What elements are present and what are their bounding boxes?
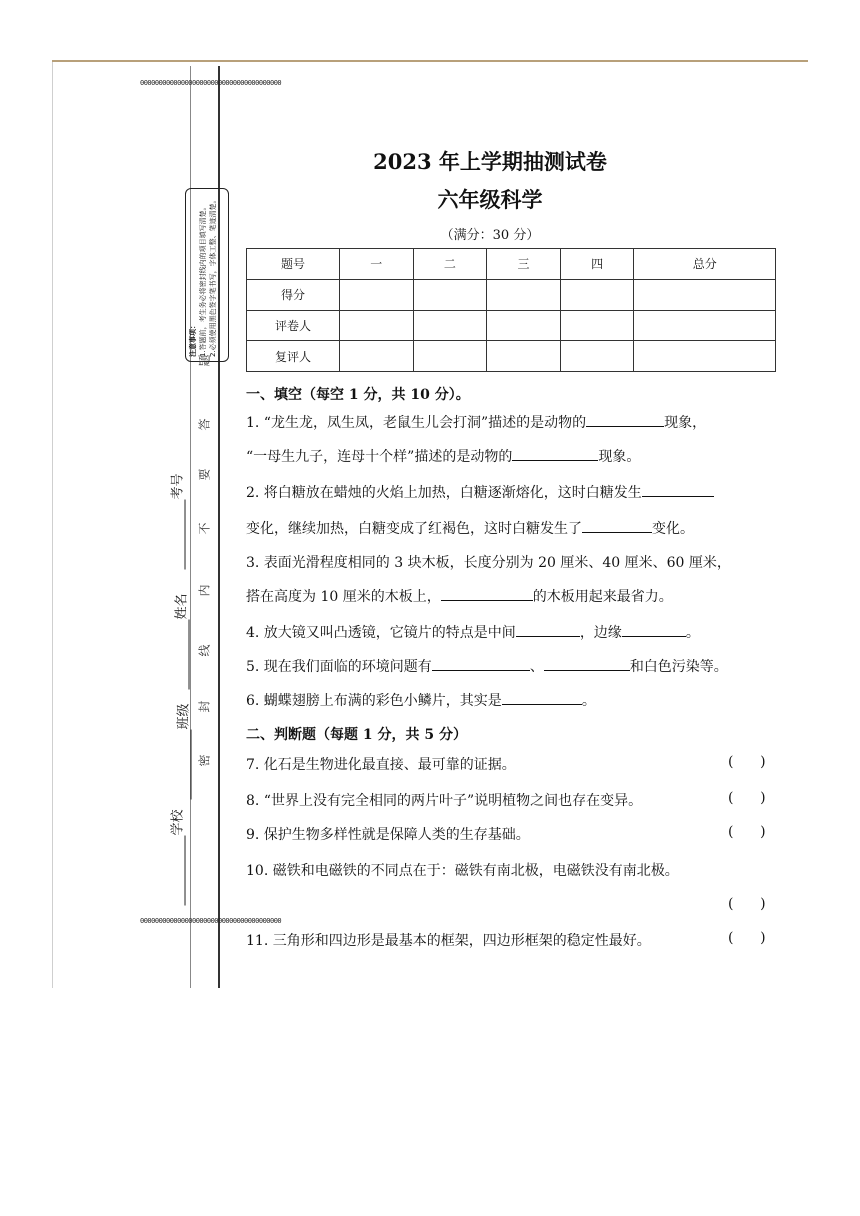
score-cell[interactable] bbox=[634, 310, 776, 341]
score-cell[interactable] bbox=[560, 310, 634, 341]
seal-char: 内 bbox=[197, 584, 212, 597]
score-header-cell: 四 bbox=[560, 249, 634, 280]
score-cell[interactable] bbox=[634, 279, 776, 310]
score-cell[interactable] bbox=[413, 341, 487, 372]
question-1b: “一母生九子，连母十个样”描述的是动物的 现象。 bbox=[246, 446, 640, 466]
score-cell[interactable] bbox=[340, 279, 414, 310]
notice-line-2: 2.必须使用黑色签字笔书写，字体工整、笔迹清楚。 bbox=[209, 196, 217, 357]
class-field[interactable]: 班级 bbox=[173, 703, 192, 799]
answer-parentheses[interactable]: ( ) bbox=[728, 896, 766, 912]
score-row-label: 复评人 bbox=[247, 341, 340, 372]
score-row bbox=[247, 279, 776, 310]
score-header-cell: 题号 bbox=[247, 249, 340, 280]
question-3b: 搭在高度为 10 厘米的木板上， 的木板用起来最省力。 bbox=[246, 586, 673, 606]
seal-char: 不 bbox=[197, 522, 212, 535]
answer-parentheses[interactable]: ( ) bbox=[728, 754, 766, 770]
score-table bbox=[246, 248, 776, 372]
binding-circles-bottom: 00000000000000000000000000000000000000 bbox=[140, 917, 282, 925]
question-10: 10. 磁铁和电磁铁的不同点在于：磁铁有南北极，电磁铁没有南北极。 bbox=[246, 863, 679, 879]
exam-subtitle: 六年级科学 bbox=[437, 187, 543, 212]
question-11: 11. 三角形和四边形是最基本的框架，四边形框架的稳定性最好。 bbox=[246, 933, 651, 949]
notice-line-1: 1.答题前，考生务必将密封线内的项目填写清楚。 bbox=[199, 203, 207, 357]
score-cell[interactable] bbox=[340, 341, 414, 372]
seal-char: 答 bbox=[197, 418, 212, 431]
score-cell[interactable] bbox=[487, 341, 561, 372]
score-row bbox=[247, 310, 776, 341]
question-3a: 3. 表面光滑程度相同的 3 块木板，长度分别为 20 厘米、40 厘米、60 厘米， bbox=[246, 555, 731, 571]
exam-number-field[interactable]: 考号 bbox=[167, 473, 186, 569]
notice-box bbox=[185, 188, 229, 362]
score-cell[interactable] bbox=[560, 341, 634, 372]
answer-blank[interactable] bbox=[642, 482, 714, 497]
question-5: 5. 现在我们面临的环境问题有 、 和白色污染等。 bbox=[246, 656, 728, 676]
answer-blank[interactable] bbox=[544, 656, 630, 671]
full-mark: （满分：30 分） bbox=[440, 228, 540, 243]
school-field[interactable]: 学校 bbox=[167, 809, 186, 905]
seal-char: 封 bbox=[197, 700, 212, 713]
question-4: 4. 放大镜又叫凸透镜，它镜片的特点是中间 ，边缘 。 bbox=[246, 622, 700, 642]
score-header-cell: 三 bbox=[487, 249, 561, 280]
exam-title: 2023 年上学期抽测试卷 bbox=[373, 149, 607, 174]
answer-blank[interactable] bbox=[441, 586, 533, 601]
seal-char: 题 bbox=[197, 354, 212, 367]
question-7: 7. 化石是生物进化最直接、最可靠的证据。 bbox=[246, 757, 516, 773]
question-2b: 变化，继续加热，白糖变成了红褐色，这时白糖发生了 变化。 bbox=[246, 518, 694, 538]
score-cell[interactable] bbox=[487, 279, 561, 310]
question-8: 8. “世界上没有完全相同的两片叶子”说明植物之间也存在变异。 bbox=[246, 793, 643, 809]
answer-blank[interactable] bbox=[622, 622, 686, 637]
score-header-cell: 一 bbox=[340, 249, 414, 280]
question-2a: 2. 将白糖放在蜡烛的火焰上加热，白糖逐渐熔化，这时白糖发生 bbox=[246, 482, 714, 502]
answer-parentheses[interactable]: ( ) bbox=[728, 824, 766, 840]
answer-blank[interactable] bbox=[432, 656, 530, 671]
section2-heading: 二、判断题（每题 1 分，共 5 分） bbox=[246, 727, 467, 743]
score-row-label: 评卷人 bbox=[247, 310, 340, 341]
score-cell[interactable] bbox=[634, 341, 776, 372]
answer-parentheses[interactable]: ( ) bbox=[728, 930, 766, 946]
answer-blank[interactable] bbox=[582, 518, 652, 533]
answer-parentheses[interactable]: ( ) bbox=[728, 790, 766, 806]
binding-circles-top: 00000000000000000000000000000000000000 bbox=[140, 79, 282, 87]
score-header-row bbox=[247, 249, 776, 280]
score-cell[interactable] bbox=[413, 310, 487, 341]
answer-blank[interactable] bbox=[502, 690, 582, 705]
answer-blank[interactable] bbox=[512, 446, 598, 461]
seal-char: 线 bbox=[197, 644, 212, 657]
seal-char: 要 bbox=[197, 468, 212, 481]
score-row-label: 得分 bbox=[247, 279, 340, 310]
answer-blank[interactable] bbox=[516, 622, 580, 637]
question-6: 6. 蝴蝶翅膀上布满的彩色小鳞片，其实是 。 bbox=[246, 690, 596, 710]
score-header-cell: 总分 bbox=[634, 249, 776, 280]
sheet-left-edge bbox=[52, 62, 53, 988]
score-cell[interactable] bbox=[340, 310, 414, 341]
question-1a: 1. “龙生龙，凤生凤，老鼠生儿会打洞”描述的是动物的 现象， bbox=[246, 412, 706, 432]
score-header-cell: 二 bbox=[413, 249, 487, 280]
seal-char: 密 bbox=[197, 754, 212, 767]
score-row bbox=[247, 341, 776, 372]
section1-heading: 一、填空（每空 1 分，共 10 分）。 bbox=[246, 387, 470, 403]
notice-title: 注意事项： bbox=[189, 322, 197, 357]
score-cell[interactable] bbox=[413, 279, 487, 310]
question-9: 9. 保护生物多样性就是保障人类的生存基础。 bbox=[246, 827, 530, 843]
score-cell[interactable] bbox=[487, 310, 561, 341]
name-field[interactable]: 姓名 bbox=[171, 593, 190, 689]
answer-blank[interactable] bbox=[586, 412, 664, 427]
score-cell[interactable] bbox=[560, 279, 634, 310]
